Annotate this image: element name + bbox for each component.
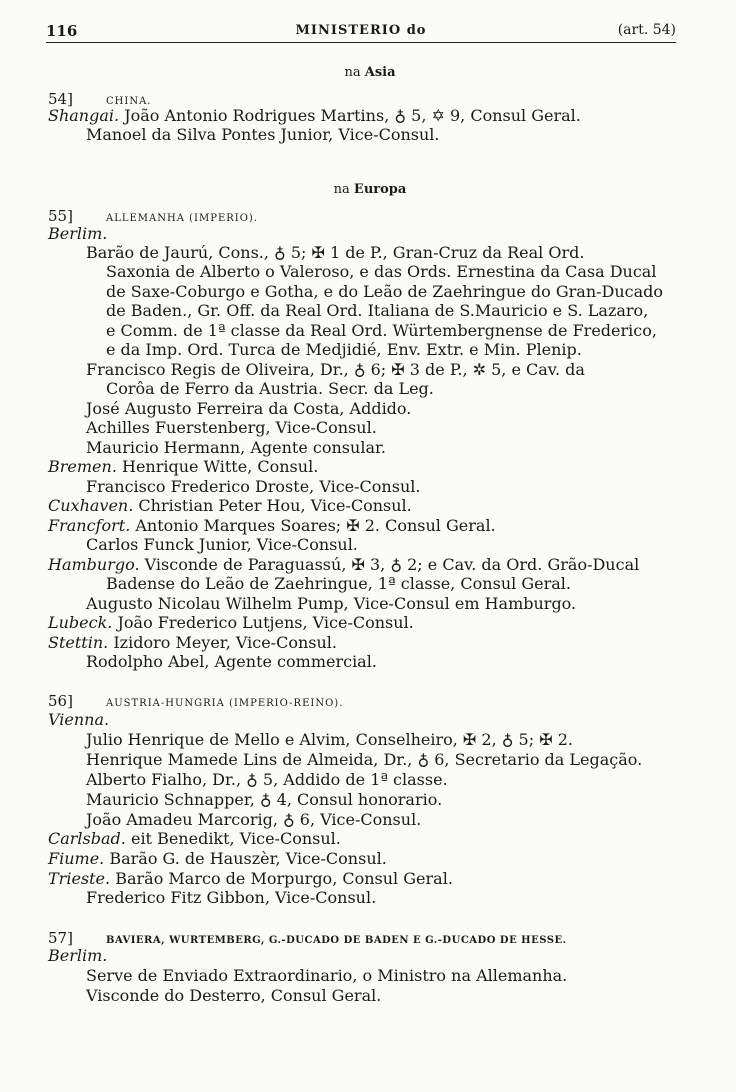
- entry-shangai: Shangai. João Antonio Rodrigues Martins, ♁ 5, ✡ 9, Consul Geral.: [48, 106, 581, 125]
- region-heading-asia: na Asia: [344, 65, 396, 80]
- entry-line: Manoel da Silva Pontes Junior, Vice-Consul.: [86, 125, 440, 144]
- city-label: Fiume.: [48, 849, 105, 868]
- city-label: Bremen.: [48, 457, 117, 476]
- header-rule: [46, 42, 676, 43]
- region-heading-europa: na Europa: [333, 182, 407, 197]
- entry-line: Carlos Funck Junior, Vice-Consul.: [86, 535, 358, 554]
- section-54-heading: 54] CHINA.: [48, 90, 152, 108]
- entry-cuxhaven: Cuxhaven. Christian Peter Hou, Vice-Consul.: [48, 496, 412, 515]
- entry-lubeck: Lubeck. João Frederico Lutjens, Vice-Consul.: [48, 613, 414, 632]
- entry-line: Rodolpho Abel, Agente commercial.: [86, 652, 377, 671]
- entry-line: João Amadeu Marcorig, ♁ 6, Vice-Consul.: [86, 810, 422, 829]
- entry-line: Barão de Jaurú, Cons., ♁ 5; ✠ 1 de P., Gran-Cruz da Real Ord.: [86, 243, 585, 262]
- article-reference: (art. 54): [617, 22, 676, 38]
- page-number: 116: [46, 22, 78, 40]
- entry-line: e da Imp. Ord. Turca de Medjidié, Env. Extr. e Min. Plenip.: [106, 340, 582, 359]
- entry-trieste: Trieste. Barão Marco de Morpurgo, Consul Geral.: [48, 869, 453, 888]
- entry-line: Achilles Fuerstenberg, Vice-Consul.: [86, 418, 377, 437]
- entry-line: de Baden., Gr. Off. da Real Ord. Italiana de S.Mauricio e S. Lazaro,: [106, 301, 649, 320]
- city-label: Shangai.: [48, 106, 120, 125]
- city-label: Lubeck.: [48, 613, 113, 632]
- entry-line: Alberto Fialho, Dr., ♁ 5, Addido de 1ª classe.: [86, 770, 448, 789]
- section-57-heading: 57] BAVIERA, WURTEMBERG, G.-DUCADO DE BADEN E G.-DUCADO DE HESSE.: [48, 929, 567, 947]
- entry-line: Mauricio Hermann, Agente consular.: [86, 438, 386, 457]
- entry-line: Corôa de Ferro da Austria. Secr. da Leg.: [106, 379, 434, 398]
- entry-line: Francisco Frederico Droste, Vice-Consul.: [86, 477, 421, 496]
- entry-line: Mauricio Schnapper, ♁ 4, Consul honorario.: [86, 790, 443, 809]
- city-label: Cuxhaven.: [48, 496, 134, 515]
- entry-line: de Saxe-Coburgo e Gotha, e do Leão de Zaehringue do Gran-Ducado: [106, 282, 664, 301]
- entry-line: e Comm. de 1ª classe da Real Ord. Würtembergnense de Frederico,: [106, 321, 657, 340]
- city-label: Carlsbad.: [48, 829, 126, 848]
- entry-line: Saxonia de Alberto o Valeroso, e das Ords. Ernestina da Casa Ducal: [106, 262, 657, 281]
- entry-fiume: Fiume. Barão G. de Hauszèr, Vice-Consul.: [48, 849, 387, 868]
- city-label: Hamburgo.: [48, 555, 140, 574]
- entry-carlsbad: Carlsbad. eit Benedikt, Vice-Consul.: [48, 829, 341, 848]
- entry-line: Julio Henrique de Mello e Alvim, Conselheiro, ✠ 2, ♁ 5; ✠ 2.: [86, 730, 573, 749]
- running-title: MINISTERIO do: [295, 23, 427, 38]
- entry-line: Augusto Nicolau Wilhelm Pump, Vice-Consul em Hamburgo.: [86, 594, 577, 613]
- entry-hamburgo: Hamburgo. Visconde de Paraguassú, ✠ 3, ♁ 2; e Cav. da Ord. Grão-Ducal: [48, 555, 640, 574]
- city-label-vienna: Vienna.: [48, 710, 110, 729]
- city-label: Trieste.: [48, 869, 111, 888]
- city-label-berlim: Berlim.: [48, 224, 108, 243]
- entry-line: José Augusto Ferreira da Costa, Addido.: [86, 399, 412, 418]
- entry-francfort: Francfort. Antonio Marques Soares; ✠ 2. Consul Geral.: [48, 516, 496, 535]
- entry-line: Henrique Mamede Lins de Almeida, Dr., ♁ 6, Secretario da Legação.: [86, 750, 643, 769]
- entry-stettin: Stettin. Izidoro Meyer, Vice-Consul.: [48, 633, 337, 652]
- city-label: Stettin.: [48, 633, 109, 652]
- entry-line: Visconde do Desterro, Consul Geral.: [86, 986, 382, 1005]
- section-55-heading: 55] ALLEMANHA (IMPERIO).: [48, 207, 259, 225]
- city-label-berlim-57: Berlim.: [48, 946, 108, 965]
- page-header: [46, 22, 676, 44]
- section-56-heading: 56] AUSTRIA-HUNGRIA (IMPERIO-REINO).: [48, 692, 344, 710]
- city-label: Francfort.: [48, 516, 131, 535]
- entry-line: Badense do Leão de Zaehringue, 1ª classe, Consul Geral.: [106, 574, 571, 593]
- entry-line: Frederico Fitz Gibbon, Vice-Consul.: [86, 888, 377, 907]
- entry-bremen: Bremen. Henrique Witte, Consul.: [48, 457, 319, 476]
- entry-line: Serve de Enviado Extraordinario, o Ministro na Allemanha.: [86, 966, 568, 985]
- entry-line: Francisco Regis de Oliveira, Dr., ♁ 6; ✠ 3 de P., ✲ 5, e Cav. da: [86, 360, 585, 379]
